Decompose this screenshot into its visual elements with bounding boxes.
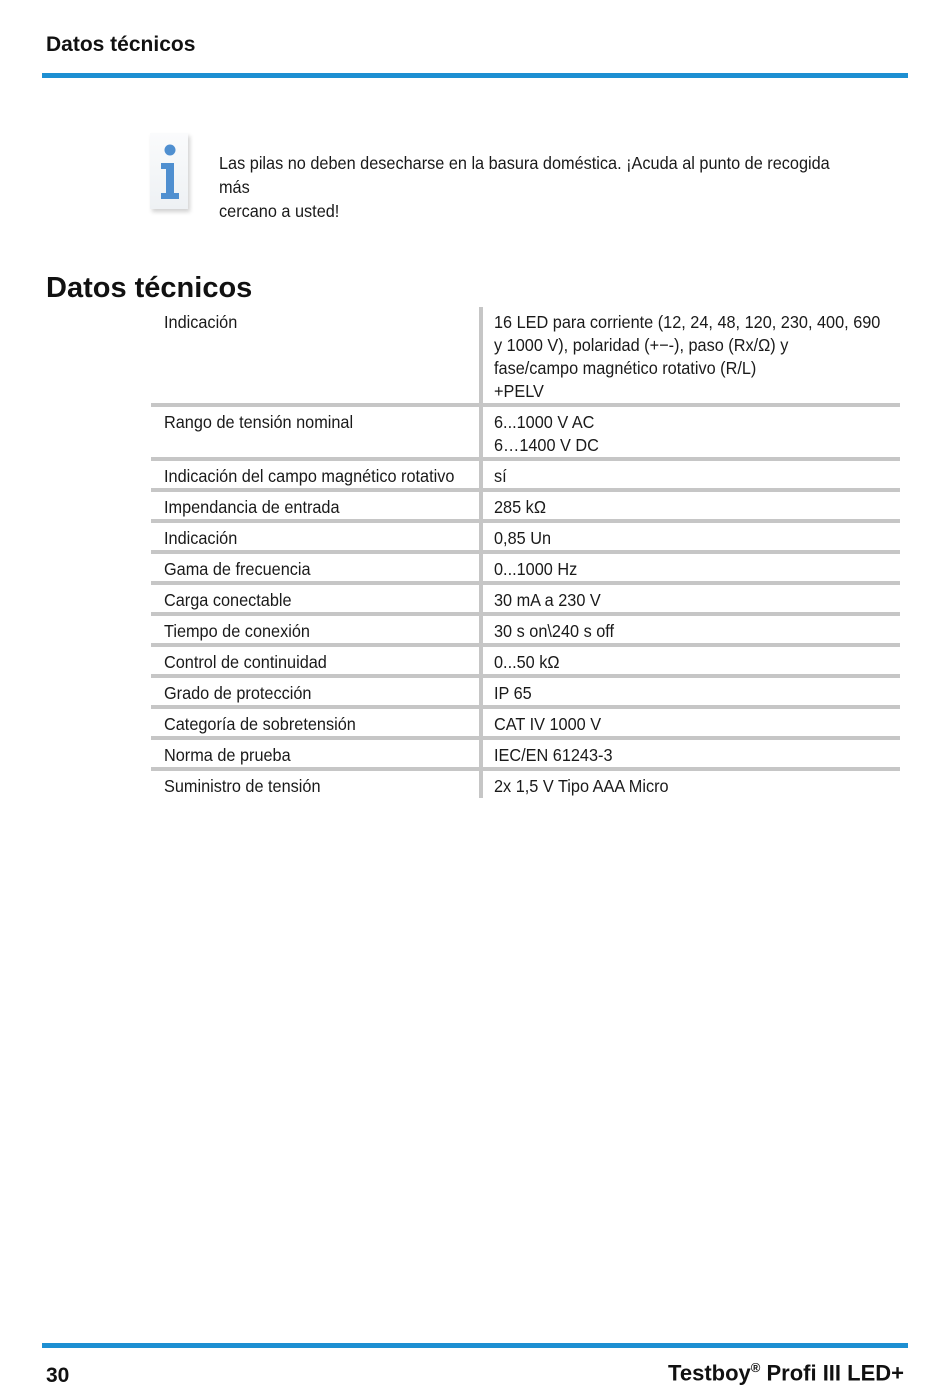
spec-value bbox=[494, 411, 872, 457]
spec-row bbox=[151, 490, 900, 521]
product-model: Profi III LED+ bbox=[760, 1360, 904, 1386]
spec-value bbox=[494, 527, 872, 550]
spec-value-line: CAT IV 1000 V bbox=[494, 714, 602, 734]
spec-value-cell bbox=[481, 490, 900, 521]
spec-value bbox=[494, 682, 872, 705]
spec-label-cell bbox=[151, 738, 481, 769]
spec-row bbox=[151, 707, 900, 738]
footer-rule bbox=[42, 1343, 908, 1348]
running-header-title: Datos técnicos bbox=[46, 33, 196, 56]
spec-value-line: sí bbox=[494, 466, 507, 486]
spec-value-line: +PELV bbox=[494, 381, 544, 401]
spec-row bbox=[151, 459, 900, 490]
spec-value-line: 16 LED para corriente (12, 24, 48, 120, 230, 400, 690 bbox=[494, 312, 881, 332]
spec-label: Carga conectable bbox=[164, 590, 292, 610]
spec-row bbox=[151, 521, 900, 552]
spec-value-cell bbox=[481, 459, 900, 490]
spec-value bbox=[494, 651, 872, 674]
spec-row bbox=[151, 645, 900, 676]
spec-row bbox=[151, 405, 900, 459]
spec-row bbox=[151, 307, 900, 405]
spec-value bbox=[494, 713, 872, 736]
spec-value bbox=[494, 496, 872, 519]
spec-value-line: IEC/EN 61243-3 bbox=[494, 745, 613, 765]
registered-mark: ® bbox=[750, 1360, 761, 1375]
spec-value-line: 30 s on\240 s off bbox=[494, 621, 615, 641]
spec-label: Indicación bbox=[164, 312, 238, 332]
spec-value-cell bbox=[481, 707, 900, 738]
spec-value bbox=[494, 589, 872, 612]
note-line: Las pilas no deben desecharse en la basura doméstica. ¡Acuda al punto de recogida más bbox=[219, 153, 830, 197]
spec-label-cell bbox=[151, 552, 481, 583]
spec-value-cell bbox=[481, 645, 900, 676]
spec-label: Indicación del campo magnético rotativo bbox=[164, 466, 455, 486]
spec-value-line: 2x 1,5 V Tipo AAA Micro bbox=[494, 776, 669, 796]
spec-row bbox=[151, 676, 900, 707]
info-icon bbox=[150, 133, 188, 209]
spec-value-line: IP 65 bbox=[494, 683, 532, 703]
spec-label-cell bbox=[151, 645, 481, 676]
spec-value bbox=[494, 620, 872, 643]
spec-value-line: fase/campo magnético rotativo (R/L) bbox=[494, 358, 757, 378]
product-name bbox=[668, 1360, 904, 1386]
spec-label-cell bbox=[151, 405, 481, 459]
spec-row bbox=[151, 614, 900, 645]
spec-value-line: 0...1000 Hz bbox=[494, 559, 578, 579]
spec-value-cell bbox=[481, 307, 900, 405]
spec-label: Grado de protección bbox=[164, 683, 312, 703]
spec-value-line: y 1000 V), polaridad (+−-), paso (Rx/Ω) y bbox=[494, 335, 789, 355]
spec-value bbox=[494, 465, 872, 488]
spec-value-cell bbox=[481, 583, 900, 614]
spec-value-line: 285 kΩ bbox=[494, 497, 546, 517]
brand-name: Testboy bbox=[668, 1360, 751, 1386]
spec-value-line: 6...1000 V AC bbox=[494, 412, 595, 432]
spec-value-cell bbox=[481, 738, 900, 769]
spec-value-cell bbox=[481, 521, 900, 552]
spec-label: Impendancia de entrada bbox=[164, 497, 340, 517]
spec-label-cell bbox=[151, 769, 481, 798]
spec-value bbox=[494, 311, 881, 403]
spec-value-cell bbox=[481, 405, 900, 459]
spec-row bbox=[151, 769, 900, 798]
spec-label: Tiempo de conexión bbox=[164, 621, 310, 641]
spec-label-cell bbox=[151, 707, 481, 738]
spec-value-cell bbox=[481, 676, 900, 707]
spec-label: Suministro de tensión bbox=[164, 776, 321, 796]
spec-label: Gama de frecuencia bbox=[164, 559, 311, 579]
spec-row bbox=[151, 738, 900, 769]
spec-label: Rango de tensión nominal bbox=[164, 412, 354, 432]
spec-label: Indicación bbox=[164, 528, 238, 548]
spec-label-cell bbox=[151, 459, 481, 490]
spec-label-cell bbox=[151, 676, 481, 707]
spec-label-cell bbox=[151, 614, 481, 645]
note-line: cercano a usted! bbox=[219, 201, 340, 221]
battery-disposal-note bbox=[219, 151, 842, 223]
spec-label: Categoría de sobretensión bbox=[164, 714, 356, 734]
spec-value-line: 0,85 Un bbox=[494, 528, 552, 548]
spec-value-line: 30 mA a 230 V bbox=[494, 590, 601, 610]
spec-label-cell bbox=[151, 307, 481, 405]
spec-value-line: 6…1400 V DC bbox=[494, 435, 599, 455]
page-number: 30 bbox=[46, 1364, 70, 1387]
spec-table-body bbox=[151, 307, 900, 798]
header-rule bbox=[42, 73, 908, 78]
spec-value-cell bbox=[481, 614, 900, 645]
spec-label-cell bbox=[151, 490, 481, 521]
spec-row bbox=[151, 583, 900, 614]
spec-value bbox=[494, 558, 872, 581]
spec-value-cell bbox=[481, 552, 900, 583]
spec-value bbox=[494, 775, 872, 798]
technical-data-table bbox=[151, 307, 900, 798]
spec-value bbox=[494, 744, 872, 767]
section-title: Datos técnicos bbox=[46, 272, 253, 304]
spec-label-cell bbox=[151, 521, 481, 552]
spec-label: Norma de prueba bbox=[164, 745, 291, 765]
spec-label: Control de continuidad bbox=[164, 652, 327, 672]
spec-value-line: 0...50 kΩ bbox=[494, 652, 560, 672]
spec-value-cell bbox=[481, 769, 900, 798]
spec-row bbox=[151, 552, 900, 583]
spec-label-cell bbox=[151, 583, 481, 614]
